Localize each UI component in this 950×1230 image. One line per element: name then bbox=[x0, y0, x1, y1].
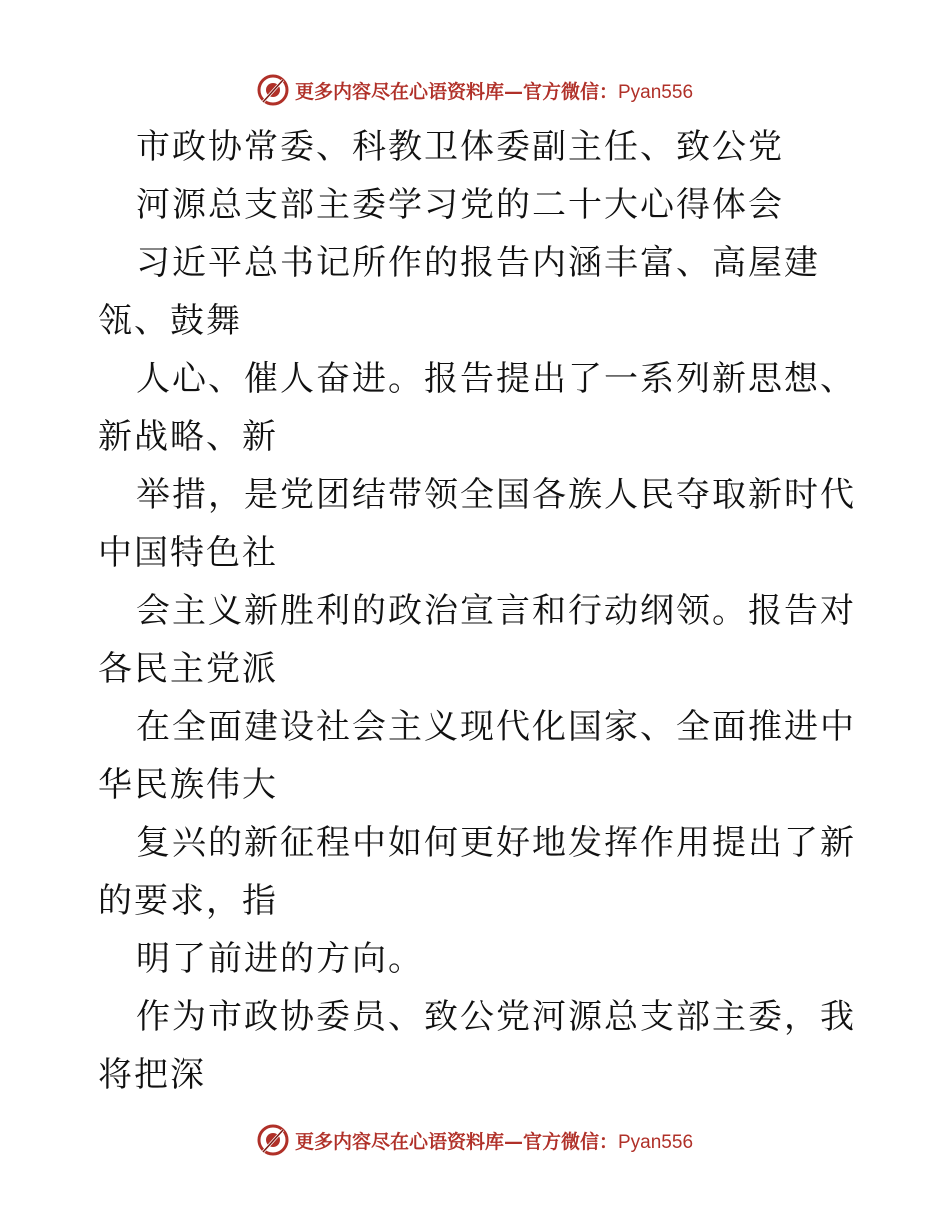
banner-text: 更多内容尽在心语资料库—官方微信：Pyan556 bbox=[294, 80, 694, 103]
title-line-1: 市政协常委、科教卫体委副主任、致公党 bbox=[136, 127, 784, 167]
banner-text: 更多内容尽在心语资料库—官方微信：Pyan556 bbox=[294, 1130, 694, 1153]
paragraph-line: 复兴的新征程中如何更好地发挥作用提出了新的要求，指 bbox=[98, 823, 856, 921]
paragraph-line: 明了前进的方向。 bbox=[136, 939, 424, 979]
footer-banner bbox=[0, 1120, 950, 1160]
paragraph-line: 人心、催人奋进。报告提出了一系列新思想、新战略、新 bbox=[98, 359, 856, 457]
stamp-pen-logo-icon bbox=[257, 74, 289, 106]
paragraph-line: 举措，是党团结带领全国各族人民夺取新时代中国特色社 bbox=[98, 475, 856, 573]
header-banner bbox=[0, 70, 950, 110]
title-line-2: 河源总支部主委学习党的二十大心得体会 bbox=[136, 185, 784, 225]
paragraph-line: 习近平总书记所作的报告内涵丰富、高屋建瓴、鼓舞 bbox=[98, 243, 820, 341]
paragraph-line: 会主义新胜利的政治宣言和行动纲领。报告对各民主党派 bbox=[98, 591, 856, 689]
document-body bbox=[98, 118, 858, 1104]
paragraph-line: 作为市政协委员、致公党河源总支部主委，我将把深 bbox=[98, 997, 856, 1095]
stamp-pen-logo-icon bbox=[257, 1124, 289, 1156]
paragraph-line: 在全面建设社会主义现代化国家、全面推进中华民族伟大 bbox=[98, 707, 856, 805]
